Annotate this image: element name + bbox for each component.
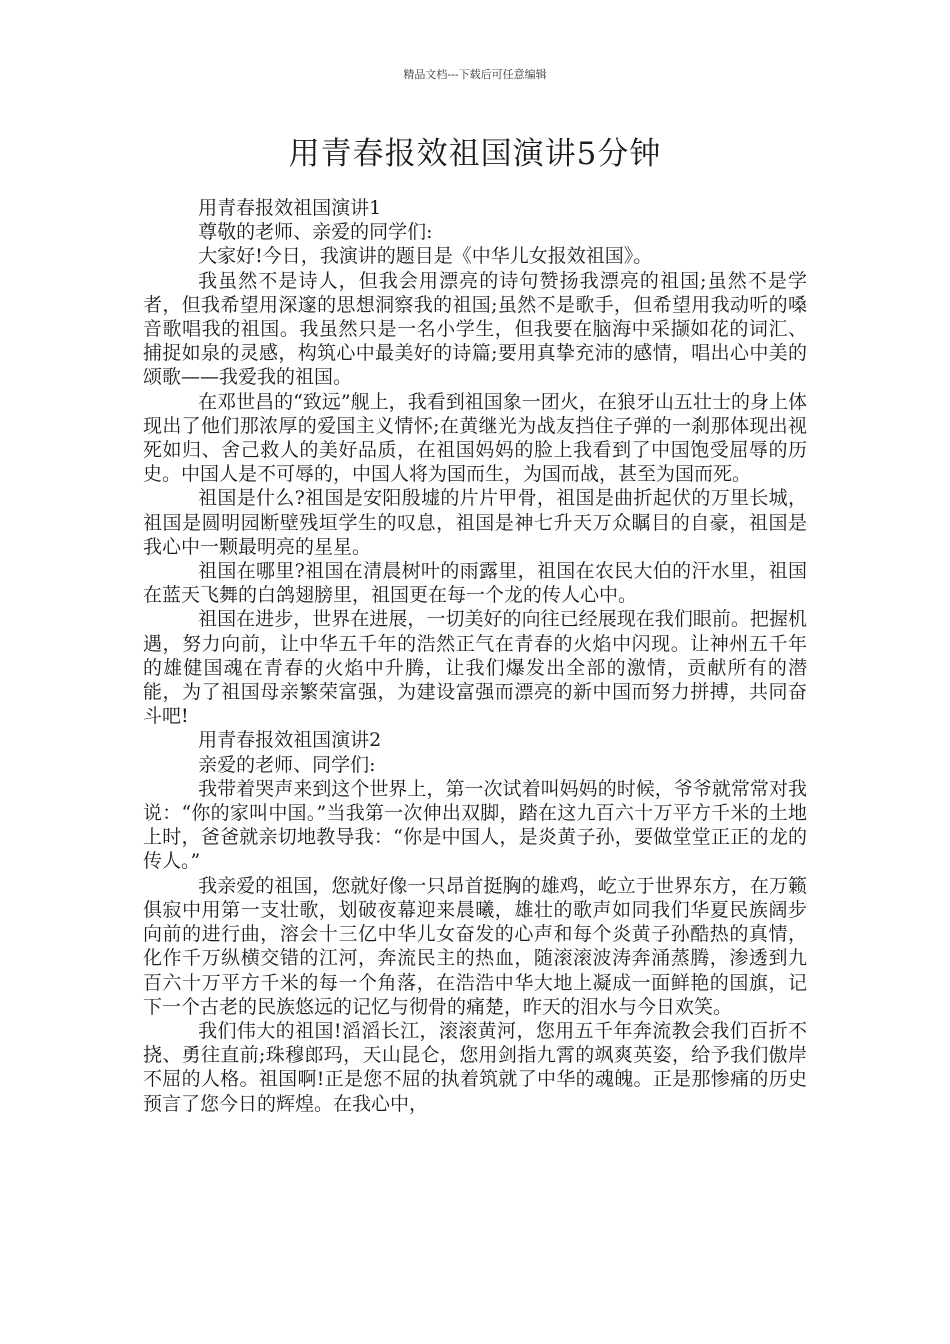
paragraph: 祖国在哪里?祖国在清晨树叶的雨露里，祖国在农民大伯的汗水里，祖国在蓝天飞舞的白鸽翅膀里，祖国更在每一个龙的传人心中。 [143, 560, 807, 607]
paragraph: 祖国在进步，世界在进展，一切美好的向往已经展现在我们眼前。把握机遇，努力向前，让中华五千年的浩然正气在青春的火焰中闪现。让神州五千年的雄健国魂在青春的火焰中升腾，让我们爆发出全部的激情，贡献所有的潜能，为了祖国母亲繁荣富强，为建设富强而漂亮的新中国而努力拼搏，共同奋斗吧! [143, 608, 807, 728]
paragraph: 用青春报效祖国演讲2 [198, 729, 382, 752]
page-header: 精品文档---下载后可任意编辑 [403, 68, 547, 81]
paragraph: 我们伟大的祖国!滔滔长江，滚滚黄河，您用五千年奔流教会我们百折不挠、勇往直前;珠穆郎玛，天山昆仑，您用剑指九霄的飒爽英姿，给予我们傲岸不屈的人格。祖国啊!正是您不屈的执着筑就了中华的魂魄。正是那惨痛的历史预言了您今日的辉煌。在我心中， [143, 1019, 807, 1115]
paragraph: 我虽然不是诗人，但我会用漂亮的诗句赞扬我漂亮的祖国;虽然不是学者，但我希望用深邃的思想洞察我的祖国;虽然不是歌手，但希望用我动听的嗓音歌唱我的祖国。我虽然只是一名小学生，但我要在脑海中采撷如花的词汇、捕捉如泉的灵感，构筑心中最美好的诗篇;要用真挚充沛的感情，唱出心中美的颂歌——我爱我的祖国。 [143, 269, 807, 389]
document-body [143, 196, 807, 1116]
paragraph: 我亲爱的祖国，您就好像一只昂首挺胸的雄鸡，屹立于世界东方，在万籁俱寂中用第一支壮歌，划破夜幕迎来晨曦，雄壮的歌声如同我们华夏民族阔步向前的进行曲，溶会十三亿中华儿女奋发的心声和每个炎黄子孙酷热的真情，化作千万纵横交错的江河，奔流民主的热血，随滚滚波涛奔涌蒸腾，渗透到九百六十万平方千米的每一个角落，在浩浩中华大地上凝成一面鲜艳的国旗，记下一个古老的民族悠远的记忆与彻骨的痛楚，昨天的泪水与今日欢笑。 [143, 874, 807, 1018]
paragraph: 尊敬的老师、亲爱的同学们: [198, 221, 433, 244]
paragraph: 在邓世昌的“致远”舰上，我看到祖国象一团火，在狼牙山五壮士的身上体现出了他们那浓厚的爱国主义情怀;在黄继光为战友挡住子弹的一刹那体现出视死如归、舍己救人的美好品质，在祖国妈妈的脸上我看到了中国饱受屈辱的历史。中国人是不可辱的，中国人将为国而生，为国而战，甚至为国而死。 [143, 390, 807, 486]
paragraph: 亲爱的老师、同学们: [198, 753, 376, 776]
document-title: 用青春报效祖国演讲5分钟 [288, 136, 662, 172]
paragraph: 我带着哭声来到这个世界上，第一次试着叫妈妈的时候，爷爷就常常对我说：“你的家叫中国。”当我第一次伸出双脚，踏在这九百六十万平方千米的土地上时，爸爸就亲切地教导我：“你是中国人，是炎黄子孙，要做堂堂正正的龙的传人。” [143, 777, 807, 873]
paragraph: 大家好!今日，我演讲的题目是《中华儿女报效祖国》。 [198, 245, 653, 268]
paragraph: 用青春报效祖国演讲1 [198, 197, 382, 219]
paragraph: 祖国是什么?祖国是安阳殷墟的片片甲骨，祖国是曲折起伏的万里长城，祖国是圆明园断壁残垣学生的叹息，祖国是神七升天万众瞩目的自豪，祖国是我心中一颗最明亮的星星。 [143, 487, 807, 558]
